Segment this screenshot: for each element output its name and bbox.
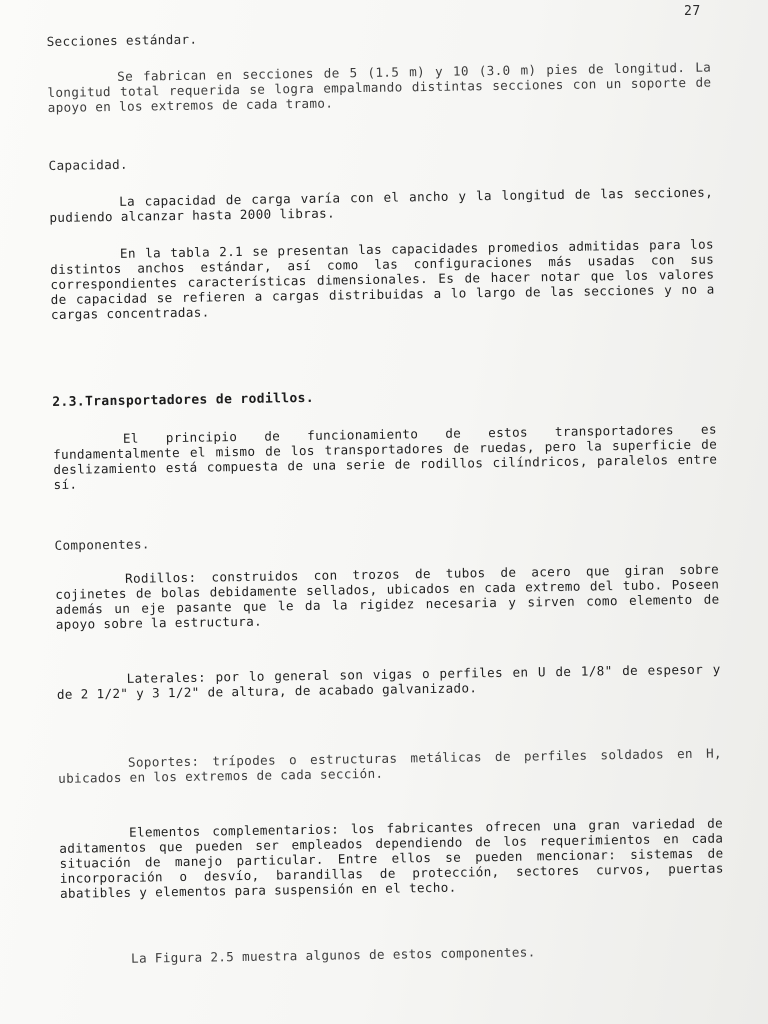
paragraph-capacidad-1: La capacidad de carga varía con el ancho y la longitud de las secciones, pudiendo alcanzar hasta 2000 libras. xyxy=(49,184,714,225)
paragraph-figura-reference: La Figura 2.5 muestra algunos de estos componentes. xyxy=(130,944,536,966)
paragraph-elementos-complementarios: Elementos complementarios: los fabricantes ofrecen una gran variedad de aditamentos que pueden ser empleados dependiendo de los requerimientos en cada situación de manejo particular. Entre ellos se pueden mencionar: sistemas de incorporación o desvío, barandillas de protección, sectores curvos, puertas abatibles y elementos para suspensión en el techo. xyxy=(59,815,724,901)
heading-secciones-estandar: Secciones estándar. xyxy=(46,31,198,49)
paragraph-secciones: Se fabrican en secciones de 5 (1.5 m) y 10 (3.0 m) pies de longitud. La longitud total requerida se logra empalmando distintas secciones con un soporte de apoyo en los extremos de cada tramo. xyxy=(47,59,712,115)
paragraph-capacidad-2: En la tabla 2.1 se presentan las capacidades promedios admitidas para los distintos anchos estándar, así como las configuraciones más usadas con sus correspondientes características dimensionales. Es de hacer notar que los valores de capacidad se refieren a cargas distribuidas a lo largo de las secciones y no a cargas concentradas. xyxy=(50,236,715,322)
heading-transportadores-rodillos: 2.3.Transportadores de rodillos. xyxy=(52,390,315,410)
paragraph-rodillos-componente: Rodillos: construidos con trozos de tubos de acero que giran sobre cojinetes de bolas debidamente sellados, ubicados en cada extremo del tubo. Poseen además un eje pasante que le da la rigidez necesaria y sirven como elemento de apoyo sobre la estructura. xyxy=(55,561,720,632)
paragraph-rodillos: El principio de funcionamiento de estos transportadores es fundamentalmente el mismo de los transportadores de ruedas, pero la superficie de deslizamiento está compuesta de una serie de rodillos cilíndricos, paralelos entre sí. xyxy=(53,421,718,492)
paragraph-laterales: Laterales: por lo general son vigas o perfiles en U de 1/8" de espesor y de 2 1/2" y 3 1/2" de altura, de acabado galvanizado. xyxy=(56,661,721,702)
heading-componentes: Componentes. xyxy=(54,536,150,553)
paragraph-soportes: Soportes: trípodes o estructuras metálicas de perfiles soldados en H, ubicados en los extremos de cada sección. xyxy=(58,745,723,786)
heading-capacidad: Capacidad. xyxy=(48,156,129,173)
page-number: 27 xyxy=(684,4,701,19)
